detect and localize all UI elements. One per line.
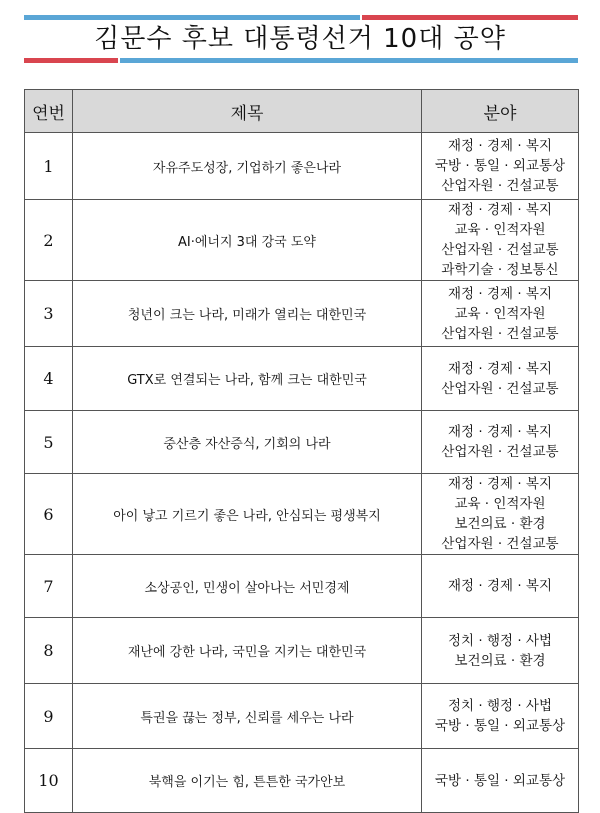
pledge-fields bbox=[422, 555, 579, 618]
pledge-field-line: 과학기술 · 정보통신 bbox=[441, 262, 559, 278]
pledge-number: 8 bbox=[25, 618, 73, 684]
pledge-field-line: 재정 · 경제 · 복지 bbox=[448, 476, 552, 492]
table-row bbox=[25, 684, 579, 749]
pledge-field-line: 국방 · 통일 · 외교통상 bbox=[434, 158, 566, 174]
pledge-field-line: 산업자원 · 건설교통 bbox=[441, 325, 559, 342]
pledge-field-line: 재정 · 경제 · 복지 bbox=[448, 424, 552, 440]
pledge-field-line: 재정 · 경제 · 복지 bbox=[448, 138, 552, 154]
table-header-row bbox=[25, 90, 579, 133]
pledge-title: 아이 낳고 기르기 좋은 나라, 안심되는 평생복지 bbox=[73, 474, 422, 555]
page-title: 김문수 후보 대통령선거 10대 공약 bbox=[94, 24, 506, 54]
pledge-fields bbox=[422, 347, 579, 411]
pledge-number: 3 bbox=[25, 281, 73, 347]
table-row bbox=[25, 555, 579, 618]
pledge-field-line: 재정 · 경제 · 복지 bbox=[448, 360, 552, 377]
footer-accent-bar-blue bbox=[120, 58, 578, 63]
pledge-title: GTX로 연결되는 나라, 함께 크는 대한민국 bbox=[73, 347, 422, 411]
pledge-number: 1 bbox=[25, 133, 73, 200]
header-title: 제목 bbox=[73, 90, 422, 133]
table-row bbox=[25, 411, 579, 474]
pledge-number: 5 bbox=[25, 411, 73, 474]
header-field: 분야 bbox=[422, 90, 579, 133]
pledge-field-line: 국방 · 통일 · 외교통상 bbox=[434, 718, 566, 734]
pledge-title: 북핵을 이기는 힘, 튼튼한 국가안보 bbox=[73, 749, 422, 813]
pledge-field-line: 교육 · 인적자원 bbox=[454, 222, 546, 238]
pledge-field-line: 산업자원 · 건설교통 bbox=[441, 242, 559, 258]
pledge-field-line: 재정 · 경제 · 복지 bbox=[448, 202, 552, 218]
pledge-field-line: 정치 · 행정 · 사법 bbox=[448, 632, 552, 649]
table-row bbox=[25, 347, 579, 411]
table-row bbox=[25, 749, 579, 813]
pledge-fields bbox=[422, 411, 579, 474]
pledge-fields bbox=[422, 749, 579, 813]
pledge-number: 4 bbox=[25, 347, 73, 411]
pledge-fields bbox=[422, 618, 579, 684]
pledge-field-line: 교육 · 인적자원 bbox=[454, 305, 546, 322]
pledge-fields bbox=[422, 281, 579, 347]
pledge-field-line: 재정 · 경제 · 복지 bbox=[448, 578, 552, 594]
pledge-field-line: 산업자원 · 건설교통 bbox=[441, 178, 559, 194]
pledge-number: 9 bbox=[25, 684, 73, 749]
pledge-field-line: 보건의료 · 환경 bbox=[454, 652, 546, 669]
pledge-title: 소상공인, 민생이 살아나는 서민경제 bbox=[73, 555, 422, 618]
table-row bbox=[25, 618, 579, 684]
pledge-fields bbox=[422, 133, 579, 200]
pledge-title: 청년이 크는 나라, 미래가 열리는 대한민국 bbox=[73, 281, 422, 347]
pledge-field-line: 산업자원 · 건설교통 bbox=[441, 536, 559, 552]
pledge-number: 7 bbox=[25, 555, 73, 618]
pledge-number: 6 bbox=[25, 474, 73, 555]
pledge-number: 10 bbox=[25, 749, 73, 813]
pledge-field-line: 산업자원 · 건설교통 bbox=[441, 444, 559, 460]
table-row bbox=[25, 281, 579, 347]
pledge-field-line: 재정 · 경제 · 복지 bbox=[448, 285, 552, 302]
pledge-fields bbox=[422, 474, 579, 555]
table-row bbox=[25, 474, 579, 555]
pledge-field-line: 국방 · 통일 · 외교통상 bbox=[434, 772, 566, 789]
pledge-number: 2 bbox=[25, 200, 73, 281]
footer-accent-bar-red bbox=[24, 58, 118, 63]
pledge-field-line: 교육 · 인적자원 bbox=[454, 496, 546, 512]
table-row bbox=[25, 133, 579, 200]
header-num: 연번 bbox=[25, 90, 73, 133]
pledge-title: AI·에너지 3대 강국 도약 bbox=[73, 200, 422, 281]
pledge-fields bbox=[422, 200, 579, 281]
pledge-field-line: 정치 · 행정 · 사법 bbox=[448, 698, 552, 714]
pledge-title: 자유주도성장, 기업하기 좋은나라 bbox=[73, 133, 422, 200]
pledge-field-line: 산업자원 · 건설교통 bbox=[441, 380, 559, 397]
pledge-field-line: 보건의료 · 환경 bbox=[454, 516, 546, 532]
pledge-fields bbox=[422, 684, 579, 749]
pledge-title: 특권을 끊는 정부, 신뢰를 세우는 나라 bbox=[73, 684, 422, 749]
pledges-table bbox=[24, 89, 579, 813]
pledge-title: 중산층 자산증식, 기회의 나라 bbox=[73, 411, 422, 474]
pledge-title: 재난에 강한 나라, 국민을 지키는 대한민국 bbox=[73, 618, 422, 684]
table-row bbox=[25, 200, 579, 281]
